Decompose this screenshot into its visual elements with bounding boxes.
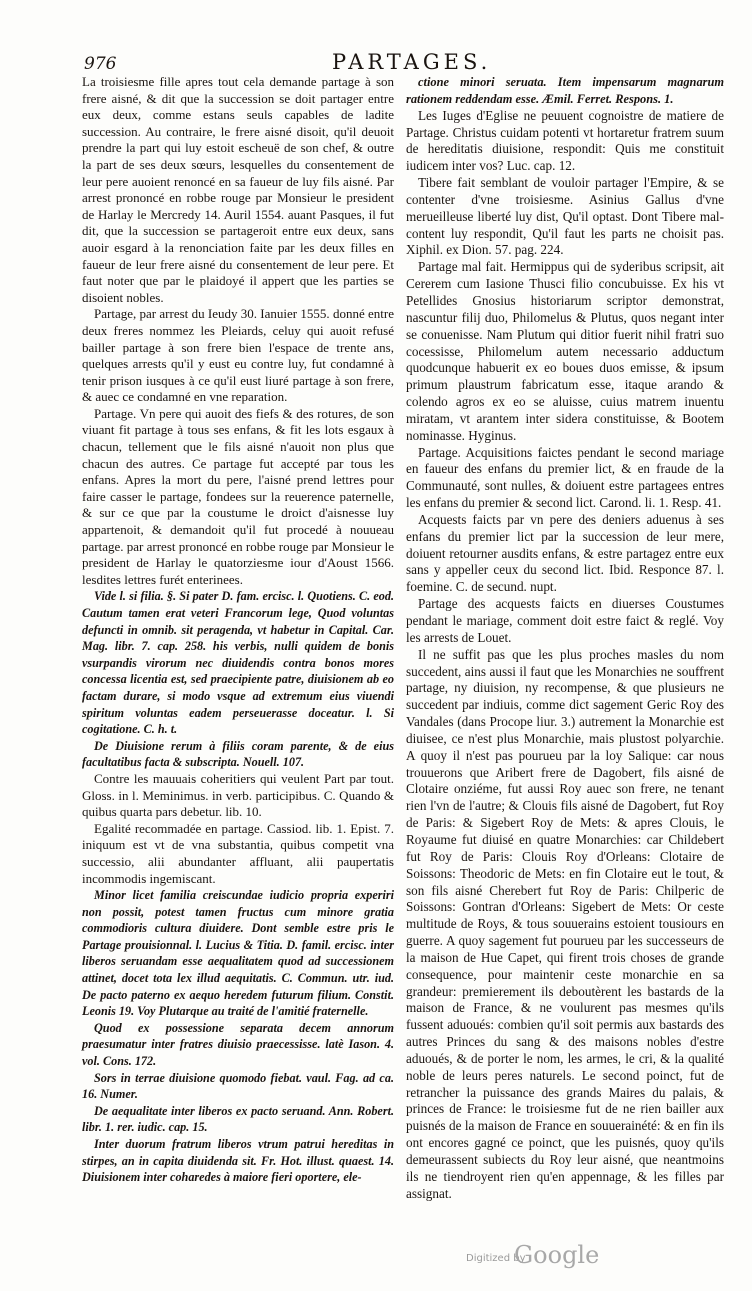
running-title: PARTAGES. xyxy=(332,50,492,74)
paragraph: Contre les mauuais coheritiers qui veulent Part par tout. Gloss. in l. Meminimus. in verb. participibus. C. Quando & quibus quarta pars debetur. lib. 10. xyxy=(82,770,394,820)
paragraph: Vide l. si filia. §. Si pater D. fam. ercisc. l. Quotiens. C. eod. Cautum tamen erat veteri Francorum lege, Quod voluntas defuncti in omnib. sit peragenda, vt habetur in Capital. Car. Mag. libr. 7. cap. 258. his verbis, nulli quidem de bonis vsurpandis virorum nec diuidendis contra bonos mores concessa licentia est, sed praecipiente patre, diuisionem ab eo factam durare, si modo vsque ad extremum eius viuendi spiritum voluntas eadem perseuerasse doceatur. l. Si cogitatione. C. h. t. xyxy=(82,589,394,737)
paragraph: Les Iuges d'Eglise ne peuuent cognoistre de matiere de Partage. Christus cuidam potenti vt hortaretur fratrem suum de hereditatis diuisione, respondit: Quis me constituit iudicem inter vos? Luc. cap. 12. xyxy=(406,107,724,174)
paragraph: Partage. Vn pere qui auoit des fiefs & des rotures, de son viuant fit partage à tous ses enfans, & fit les lots esgaux à chacun, tellement que le fils aisné n'auoit non plus que chacun des autres. Ce partage fut accepté par tous les enfans. Apres la mort du pere, l'aisné prend lettres pour faire casser le partage, fondees sur la reuerence paternelle, & sur ce que par la coustume le droict d'aisnesse luy appartenoit, & demandoit qu'il fut procedé à nouueau partage. par arrest prononcé en robbe rouge par Monsieur le president de Harlay le quatorziesme iour d'Aoust 1566. lesdites lettres furét enterinees. xyxy=(82,405,394,587)
paragraph: Tibere fait semblant de vouloir partager l'Empire, & se contenter d'vne troisiesme. Asinius Gallus d'vne merueilleuse liberté luy dist, Qu'il optast. Dont Tibere mal-content luy respondit, Qu'il faut les parts ne choisit pas. Xiphil. ex Dion. 57. pag. 224. xyxy=(406,175,724,258)
paragraph: Egalité recommadée en partage. Cassiod. lib. 1. Epist. 7. iniquum est vt de vna substantia, quibus competit vna successio, alii abundanter affluant, alii paupertatis incommodis ingemiscant. xyxy=(82,820,394,886)
paragraph: Partage, par arrest du Ieudy 30. Ianuier 1555. donné entre deux freres nommez les Pleiards, celuy qui auoit refusé bailler partage à son frere bien l'espace de trente ans, quelques arrests qu'il y eust eu contre luy, fut condamné à tenir prison iusques à ce qu'il eust liuré partage à son frere, & auec ce condamné en vne reparation. xyxy=(82,306,394,405)
google-logo: Google xyxy=(514,1241,600,1269)
paragraph: Quod ex possessione separata decem annorum praesumatur inter fratres diuisio praecessisse. latè Iason. 4. vol. Cons. 172. xyxy=(82,1020,394,1069)
right-column xyxy=(406,74,724,1203)
paragraph: ctione minori seruata. Item impensarum magnarum rationem reddendam esse. Æmil. Ferret. Respons. 1. xyxy=(406,75,724,106)
digitized-watermark xyxy=(466,1243,656,1273)
paragraph: Minor licet familia creiscundae iudicio propria experiri non possit, potest tamen fructus cum minore gratia commodioris cultura diuidere. Dont semble estre pris le Partage prouisionnal. l. Lucius & Titia. D. famil. ercisc. inter liberos seruandam esse aequalitatem quod ad successionem attinet, docet tota lex illud aequitatis. C. Commun. utr. iud. De pacto paterno ex aequo heredem futurum filium. Constit. Leonis 19. Voy Plutarque au traité de l'amitié fraternelle. xyxy=(82,888,394,1019)
paragraph: De aequalitate inter liberos ex pacto seruand. Ann. Robert. libr. 1. rer. iudic. cap. 15. xyxy=(82,1103,394,1135)
paragraph: Partage des acquests faicts en diuerses Coustumes pendant le mariage, comment doit estre faict & reglé. Voy les arrests de Louet. xyxy=(406,596,724,645)
paragraph: Il ne suffit pas que les plus proches masles du nom succedent, ains aussi il faut que les Monarchies ne souffrent partage, ny diuision, ny recompense, & que plusieurs ne succedent par indiuis, comme dict sagement Geric Roy des Vandales (dans Procope liur. 3.) autrement la Monarchie est diuisee, ce n'est plus Monarchie, mais plustost polyarchie. A quoy il n'est pas pourueu par la loy Salique: car nous trouuerons que Aribert frere de Dagobert, fils aisné de Clotaire onziéme, fut aussi Roy auec son frere, ne tenant rien l'vn de l'autre; & Clouis fils aisné de Dagobert, fut Roy de Paris: & Sigebert Roy de Mets: & apres Clouis, le Royaume fut diuisé en quatre Monarchies: car Childebert fut Roy de Paris: Clouis Roy d'Orleans: Clotaire de Soissons: Theodoric de Mets: en fin Clotaire eut le tout, & son fils aisné Cherebert fut Roy de Paris: Chilperic de Soissons: Gontran d'Orleans: Sigebert de Mets: Or ceste multitude de Roys, & tous souuerains estoient tousiours en guerre. A quoy sagement fut pourueu par les successeurs de la maison de Hue Capet, qui firent trois choses de grande consequence, pour maintenir ceste monarchie en sa grandeur: premierement ils deboutèrent les bastards de la maison de France, & ne voulurent pas mesmes qu'ils fussent aduoués: combien qu'il soit permis aux bastards des autres Princes du sang & des maisons nobles d'estre aduoués, & de porter le nom, les armes, le cri, & la qualité noble de leurs peres naturels. Le second poinct, fut de retrancher la puissance des grands Maires du palais, & princes de France: le troisiesme fut de ne rien bailler aux puisnés de la maison de France en souuerainété: & en fin ils ont encores gagné ce poinct, que les puisnés, quoy qu'ils demeurassent subiects du Roy leur aisné, que neantmoins ils ne tiendroyent rien qu'en appennage, & les filles par assignat. xyxy=(406,646,724,1201)
paragraph: Sors in terrae diuisione quomodo fiebat. vaul. Fag. ad ca. 16. Numer. xyxy=(82,1070,394,1102)
paragraph: Partage. Acquisitions faictes pendant le second mariage en faueur des enfans du premier lict, & en fraude de la Communauté, sont nulles, & doiuent estre partagees entres les enfans du premier & second lict. Carond. li. 1. Resp. 41. xyxy=(406,444,724,511)
paragraph: De Diuisione rerum à filiis coram parente, & de eius facultatibus facta & subscripta. Nouell. 107. xyxy=(82,738,394,770)
paragraph: Partage mal fait. Hermippus qui de syderibus scripsit, ait Cererem cum Iasione Thusci filio concubuisse. Ex his vt Petellides Gnosius historiarum scriptor demonstrat, nascuntur filij duo, Philomelus & Plutus, quos negant inter se conuenisse. Nam Plutum qui ditior fuerit nihil fratri suo cocessisse, Philomelum autem necessario adductum quodcunque habuerit ex eo boues duos emisse, & ipsum primum plaustrum fabricatum esse, itaque arando & colendo agros ex eo se aluisse, cuius matrem inuentu miratam, vt arantem inter sidera constituisse, & Bootem nominasse. Hyginus. xyxy=(406,259,724,443)
digitized-by-label: Digitized by xyxy=(466,1253,526,1264)
paragraph: Acquests faicts par vn pere des deniers aduenus à ses enfans du premier lict par la succession de leur mere, doiuent retourner ausdits enfans, & estre partagez entre eux sans y appeller ceux du second lict. Ibid. Responce 87. l. foemine. C. de secund. nupt. xyxy=(406,511,724,595)
left-column xyxy=(82,74,394,1186)
page-number: 976 xyxy=(84,54,117,74)
paragraph: La troisiesme fille apres tout cela demande partage à son frere aisné, & dit que la succession se doit partager entre eux deux, comme estans seuls capables de ladite succession. Au contraire, le frere aisné disoit, qu'il deuoit prendre la part qui luy estoit escheuë de son chef, & outre la part de ses deux sœurs, lesquelles du consentement de leur pere auoient renoncé en sa faueur de luy fils aisné. Par arrest prononcé en robbe rouge par Monsieur le president de Harlay le Mercredy 14. Auril 1554. auant Pasques, il fut dit, que la succession se partageroit entre eux deux, sans auoir esgard à la renonciation faite par les deux filles en faueur de leur frere aisné du consentement de leur pere. Et faut noter que par le plaidoyé il appert que les parties se disoient nobles. xyxy=(82,74,394,305)
paragraph: Inter duorum fratrum liberos vtrum patrui hereditas in stirpes, an in capita diuidenda sit. Fr. Hot. illust. quaest. 14. Diuisionem inter coharedes à maiore fieri oportere, ele- xyxy=(82,1137,394,1185)
